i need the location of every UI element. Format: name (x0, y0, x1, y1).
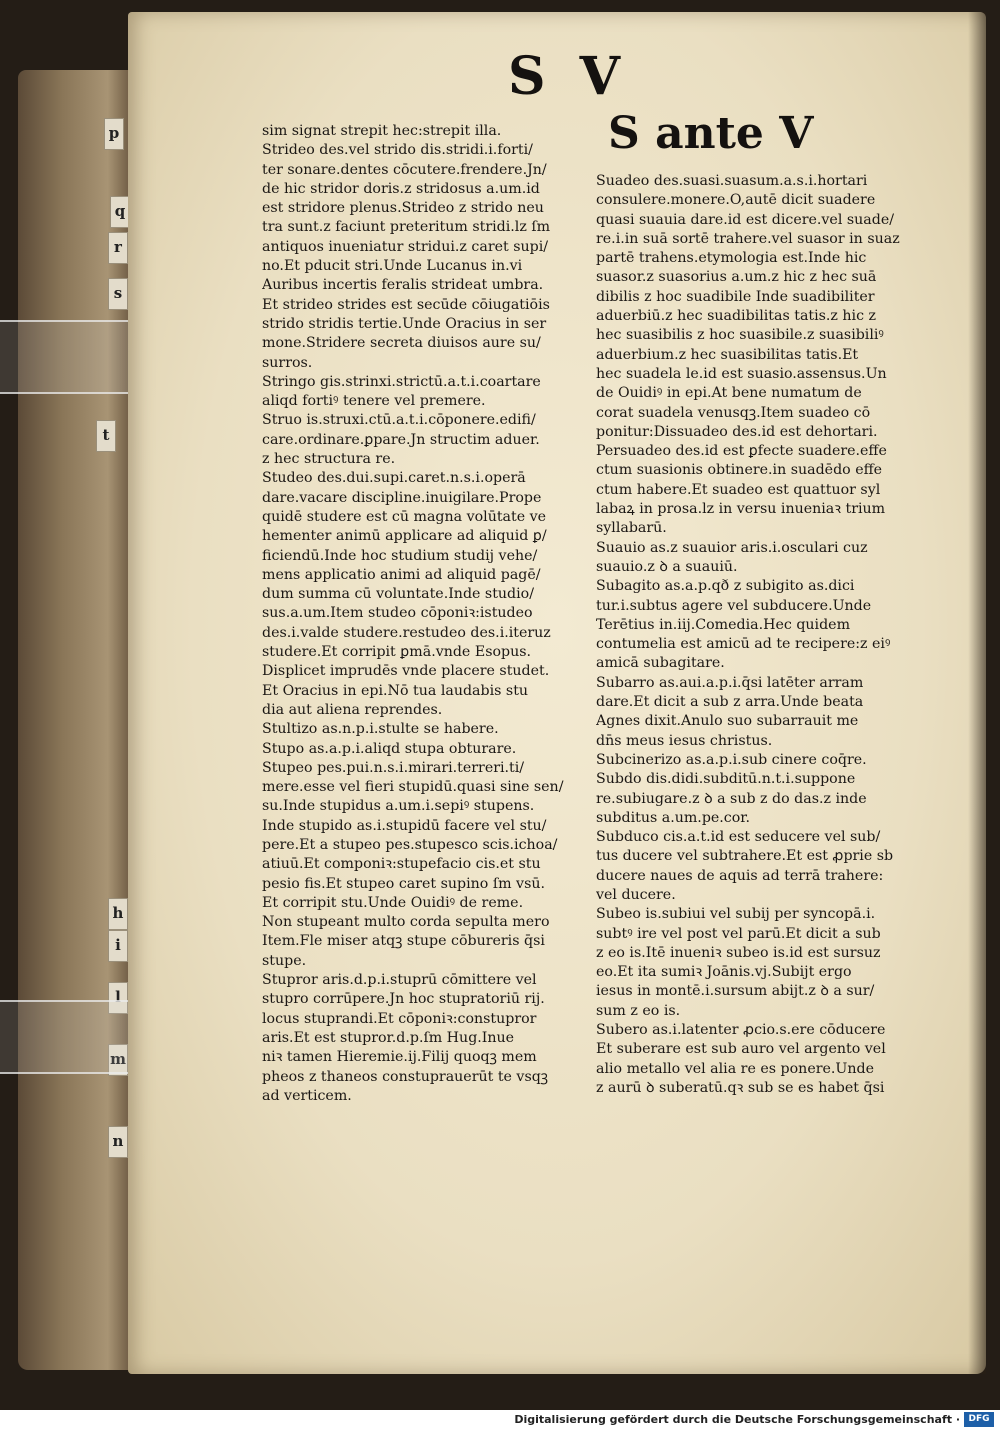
text-line: Persuadeo des.id est ꝑfecte suadere.effe (596, 443, 887, 460)
thumb-tab-h: h (108, 898, 128, 930)
thumb-tab-s: s (108, 278, 128, 310)
text-line: subtꝰ ire vel post vel parū.Et dicit a sub (596, 925, 881, 942)
thumb-tab-p: p (104, 118, 124, 150)
text-line: Subarro as.aui.a.p.i.q̄si latēter arram (596, 674, 864, 691)
thumb-tab-t: t (96, 420, 116, 452)
thumb-tab-l: l (108, 982, 128, 1014)
text-line: re.subiugare.z ꝺ a sub z do das.z inde (596, 790, 867, 807)
thumb-tab-r: r (108, 232, 128, 264)
text-line: Subduco cis.a.t.id est seducere vel sub/ (596, 829, 881, 846)
text-line: subditus a.um.pe.cor. (596, 809, 751, 826)
text-line: su.Inde stupidus a.um.i.sepiꝰ stupens. (262, 798, 535, 815)
column-header: S ante V (608, 108, 814, 159)
text-line: alio metallo vel alia re es ponere.Unde (596, 1060, 874, 1077)
text-line: ad verticem. (262, 1087, 352, 1104)
text-line: sus.a.um.Item studeo cōponiꝛ:istudeo (262, 605, 533, 622)
text-line: Inde stupido as.i.stupidū facere vel stu/ (262, 817, 547, 834)
text-line: Struo is.struxi.ctū.a.t.i.cōponere.edifi/ (262, 412, 536, 429)
text-line: tus ducere vel subtrahere.Et est ꝓprie sb (596, 848, 894, 865)
text-line: Suauio as.z suauior aris.i.osculari cuz (596, 539, 868, 556)
text-line: pheos z thaneos constuprauerūt te vsqꝫ (262, 1068, 549, 1085)
text-line: est stridore plenus.Strideo z strido neu (262, 200, 544, 217)
footer-credit: Digitalisierung gefördert durch die Deutsche Forschungsgemeinschaft · (514, 1413, 960, 1426)
text-line: suauio.z ꝺ a suauiū. (596, 558, 738, 575)
text-line: consulere.monere.O,autē dicit suadere (596, 192, 876, 209)
text-line: Strideo des.vel strido dis.stridi.i.forti/ (262, 142, 533, 159)
text-line: aris.Et est stupror.d.p.ſm Hug.Inue (262, 1029, 515, 1046)
text-line: ter sonare.dentes cōcutere.frendere.Jn/ (262, 161, 547, 178)
text-line: Non stupeant multo corda sepulta mero (262, 914, 550, 931)
text-line: Subagito as.a.p.qð z subigito as.dici (596, 578, 855, 595)
text-line: mone.Stridere secreta diuisos aure su/ (262, 335, 541, 352)
text-line: dn̄s meus iesus christus. (596, 732, 773, 749)
page-fold-shadow (968, 12, 986, 1374)
thumb-tab-q: q (110, 196, 130, 228)
thumb-tab-m: m (108, 1044, 128, 1076)
text-line: Subero as.i.latenter ꝓcio.s.ere cōducere (596, 1022, 886, 1039)
text-line: Item.Fle miser atqꝫ stupe cōbureris q̄si (262, 933, 545, 950)
text-line: Suadeo des.suasi.suasum.a.s.i.hortari (596, 173, 868, 189)
text-line: z eo is.Itē inueniꝛ subeo is.id est sursuz (596, 944, 881, 961)
text-line: z hec structura re. (262, 451, 396, 468)
book-fore-edge (18, 70, 130, 1370)
text-line: Auribus incertis feralis strideat umbra. (262, 277, 544, 294)
text-line: amicā subagitare. (596, 655, 725, 672)
text-line: aliqd fortiꝰ tenere vel premere. (262, 393, 486, 410)
text-line: Agnes dixit.Anulo suo subarrauit me (596, 713, 859, 730)
text-line: Stupo as.a.p.i.aliqd stupa obturare. (262, 740, 517, 757)
text-line: care.ordinare.ꝑpare.Jn structim aduer. (262, 431, 540, 448)
text-line: tur.i.subtus agere vel subducere.Unde (596, 597, 872, 614)
thumb-tab-n: n (108, 1126, 128, 1158)
text-line: mens applicatio animi ad aliquid pagē/ (262, 566, 541, 583)
text-line: hec suasibilis z hoc suasibile.z suasibiliꝰ (596, 327, 884, 344)
text-line: syllabarū. (596, 520, 667, 537)
text-line: Et corripit stu.Unde Ouidiꝰ de reme. (262, 894, 524, 911)
text-line: z aurū ꝺ suberatū.qꝛ sub se es habet q̄si (596, 1079, 885, 1096)
text-line: contumelia est amicū ad te recipere:z eiꝰ (596, 636, 891, 653)
text-line: ctum suasionis obtinere.in suadēdo effe (596, 462, 883, 479)
text-line: no.Et pducit stri.Unde Lucanus in.vi (262, 258, 523, 275)
book-page (128, 12, 986, 1374)
text-line: surros. (262, 354, 313, 371)
text-line: corat suadela venusqꝫ.Item suadeo cō (596, 404, 871, 421)
text-line: mere.esse vel fieri stupidū.quasi sine sen/ (262, 779, 564, 796)
text-line: vel ducere. (596, 886, 676, 903)
text-line: Et strideo strides est secūde cōiugatiōis (262, 296, 550, 313)
text-line: antiquos inueniatur stridui.z caret supi/ (262, 238, 549, 255)
text-line: ducere naues de aquis ad terrā trahere: (596, 867, 884, 884)
text-line: Terētius in.iij.Comedia.Hec quidem (596, 616, 851, 633)
text-line: studere.Et corripit ꝑmā.vnde Esopus. (262, 644, 532, 661)
text-line: partē trahens.etymologia est.Inde hic (596, 250, 867, 267)
text-line: pere.Et a stupeo pes.stupesco scis.ichoa/ (262, 836, 558, 853)
text-line: pesio fis.Et stupeo caret supino ſm vsū. (262, 875, 545, 892)
text-line: ponitur:Dissuadeo des.id est dehortari. (596, 423, 878, 440)
text-line: atiuū.Et componiꝛ:stupefacio cis.et stu (262, 856, 541, 873)
right-column (596, 172, 904, 1098)
text-line: Et Oracius in epi.Nō tua laudabis stu (262, 682, 529, 699)
running-head: S V (507, 46, 628, 107)
text-line: hec suadela le.id est suasio.assensus.Un (596, 365, 887, 382)
text-line: eo.Et ita sumiꝛ Joānis.vj.Subijt ergo (596, 964, 852, 981)
text-line: quasi suauia dare.id est dicere.vel suade/ (596, 211, 895, 228)
text-line: dibilis z hoc suadibile Inde suadibiliter (596, 288, 875, 305)
text-line: hementer animū applicare ad aliquid ꝑ/ (262, 528, 547, 545)
text-line: dum summa cū voluntate.Inde studio/ (262, 586, 534, 603)
text-line: dare.vacare discipline.inuigilare.Prope (262, 489, 542, 506)
text-line: Subeo is.subiui vel subij per syncopā.i. (596, 906, 876, 923)
text-line: Studeo des.dui.supi.caret.n.s.i.operā (262, 470, 526, 487)
text-line: quidē studere est cū magna volūtate ve (262, 508, 547, 525)
text-line: Stupeo pes.pui.n.s.i.mirari.terreri.ti/ (262, 759, 525, 776)
text-line: aduerbium.z hec suasibilitas tatis.Et (596, 346, 859, 363)
text-line: de Ouidiꝰ in epi.At bene numatum de (596, 385, 862, 402)
text-line: ctum habere.Et suadeo est quattuor syl (596, 481, 881, 498)
text-line: aduerbiū.z hec suadibilitas tatis.z hic z (596, 308, 877, 325)
text-line: dia aut aliena reprendes. (262, 701, 443, 718)
text-line: Subcinerizo as.a.p.i.sub cinere coq̄re. (596, 751, 867, 768)
text-line: labaꝝ in prosa.lz in versu inueniaꝛ trium (596, 501, 886, 518)
text-line: iesus in montē.i.sursum abijt.z ꝺ a sur/ (596, 983, 875, 1000)
dfg-logo: DFG (964, 1412, 994, 1427)
text-line: stupro corrūpere.Jn hoc stupratoriū rij. (262, 991, 545, 1008)
text-line: Et suberare est sub auro vel argento vel (596, 1041, 886, 1058)
text-line: Displicet imprudēs vnde placere studet. (262, 663, 550, 680)
thumb-tab-i: i (108, 930, 128, 962)
footer-bar (0, 1410, 1000, 1430)
text-line: locus stuprandi.Et cōponiꝛ:constupror (262, 1010, 537, 1027)
text-line: niꝛ tamen Hieremie.ij.Filij quoqꝫ mem (262, 1049, 537, 1066)
text-line: sim signat strepit hec:strepit illa. (262, 123, 502, 139)
text-line: sum z eo is. (596, 1002, 681, 1019)
text-line: Subdo dis.didi.subditū.n.t.i.suppone (596, 771, 856, 788)
text-line: Stringo gis.strinxi.strictū.a.t.i.coartare (262, 373, 541, 390)
text-line: suasor.z suasorius a.um.z hic z hec suā (596, 269, 877, 286)
text-line: Stultizo as.n.p.i.stulte se habere. (262, 721, 499, 738)
text-line: ficiendū.Inde hoc studium studij vehe/ (262, 547, 538, 564)
left-column (262, 122, 574, 1106)
text-line: stupe. (262, 952, 307, 969)
text-line: dare.Et dicit a sub z arra.Unde beata (596, 694, 864, 711)
text-line: tra sunt.z faciunt preteritum stridi.lz ſm (262, 219, 551, 236)
text-line: re.i.in suā sortē trahere.vel suasor in suaz (596, 230, 900, 247)
text-line: des.i.valde studere.restudeo des.i.iteruz (262, 624, 551, 641)
text-line: Stupror aris.d.p.i.stuprū cōmittere vel (262, 972, 537, 989)
text-line: de hic stridor doris.z stridosus a.um.id (262, 180, 540, 197)
text-line: strido stridis tertie.Unde Oracius in ser (262, 315, 547, 332)
